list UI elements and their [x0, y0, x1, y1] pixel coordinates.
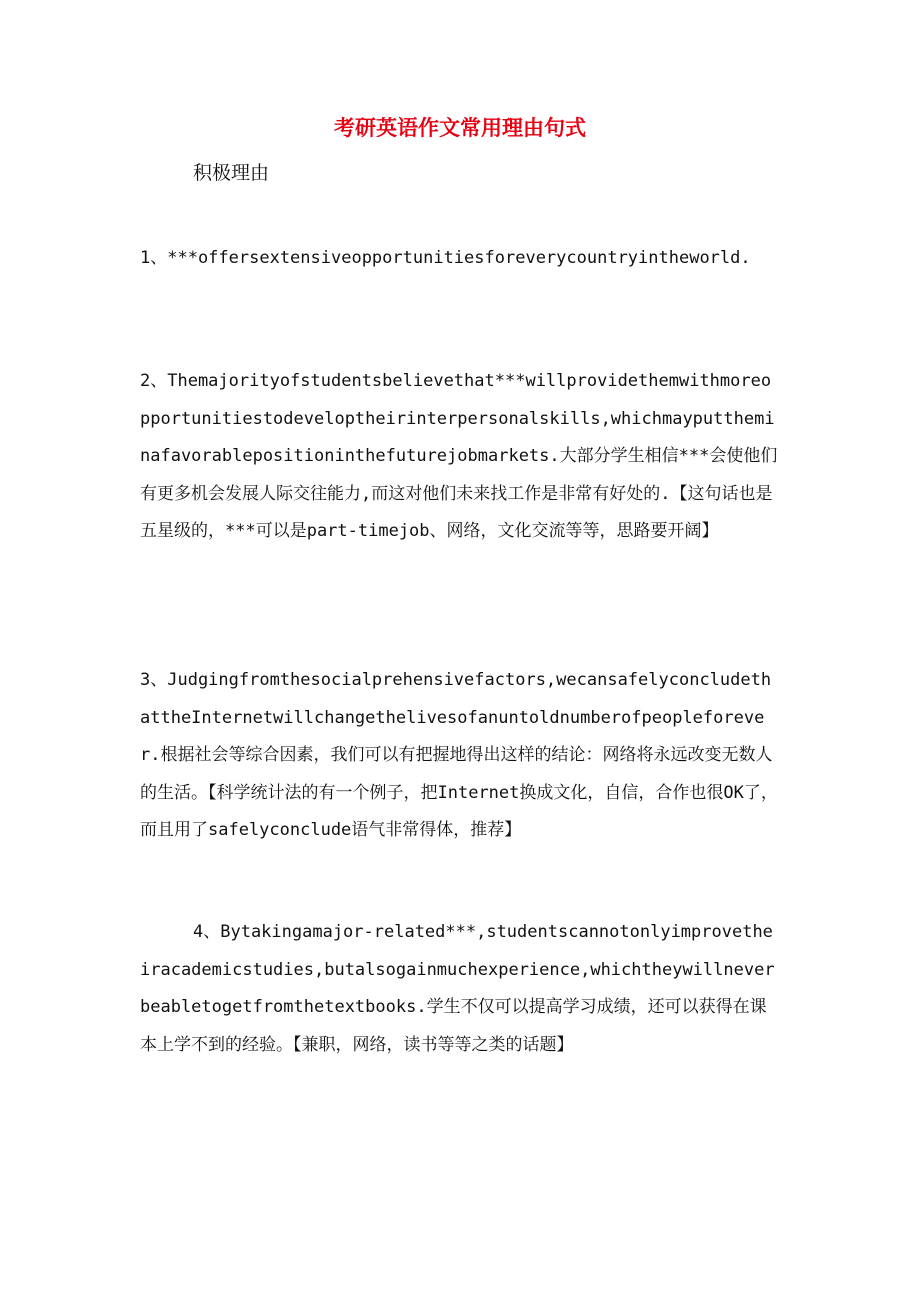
paragraph-2: 2、Themajorityofstudentsbelievethat***willprovidethemwithmoreopportunitiestodeveloptheirinterpersonalskills,whichmayputtheminafavorablepositioninthefuturejobmarkets.大部分学生相信***会使他们有更多机会发展人际交往能力,而这对他们未来找工作是非常有好处的.【这句话也是五星级的，***可以是part-timejob、网络，文化交流等等，思路要开阔】: [140, 371, 778, 541]
paragraph-1: 1、***offersextensiveopportunitiesforeverycountryintheworld.: [140, 248, 751, 268]
paragraph-3: 3、Judgingfromthesocialprehensivefactors,wecansafelyconcludethattheInternetwillchangethelivesofanuntoldnumberofpeopleforever.根据社会等综合因素，我们可以有把握地得出这样的结论：网络将永远改变无数人的生活。【科学统计法的有一个例子，把Internet换成文化，自信，合作也很OK了，而且用了safelyconclude语气非常得体，推荐】: [140, 670, 778, 840]
section-heading: 积极理由: [193, 162, 270, 184]
document-title: 考研英语作文常用理由句式: [334, 115, 586, 140]
paragraph-4: 4、Bytakingamajor-related***,studentscannotonlyimprovetheiracademicstudies,butalsogainmuchexperience,whichtheywillneverbeabletogetfromthetextbooks.学生不仅可以提高学习成绩，还可以获得在课本上学不到的经验。【兼职，网络，读书等等之类的话题】: [140, 922, 775, 1055]
